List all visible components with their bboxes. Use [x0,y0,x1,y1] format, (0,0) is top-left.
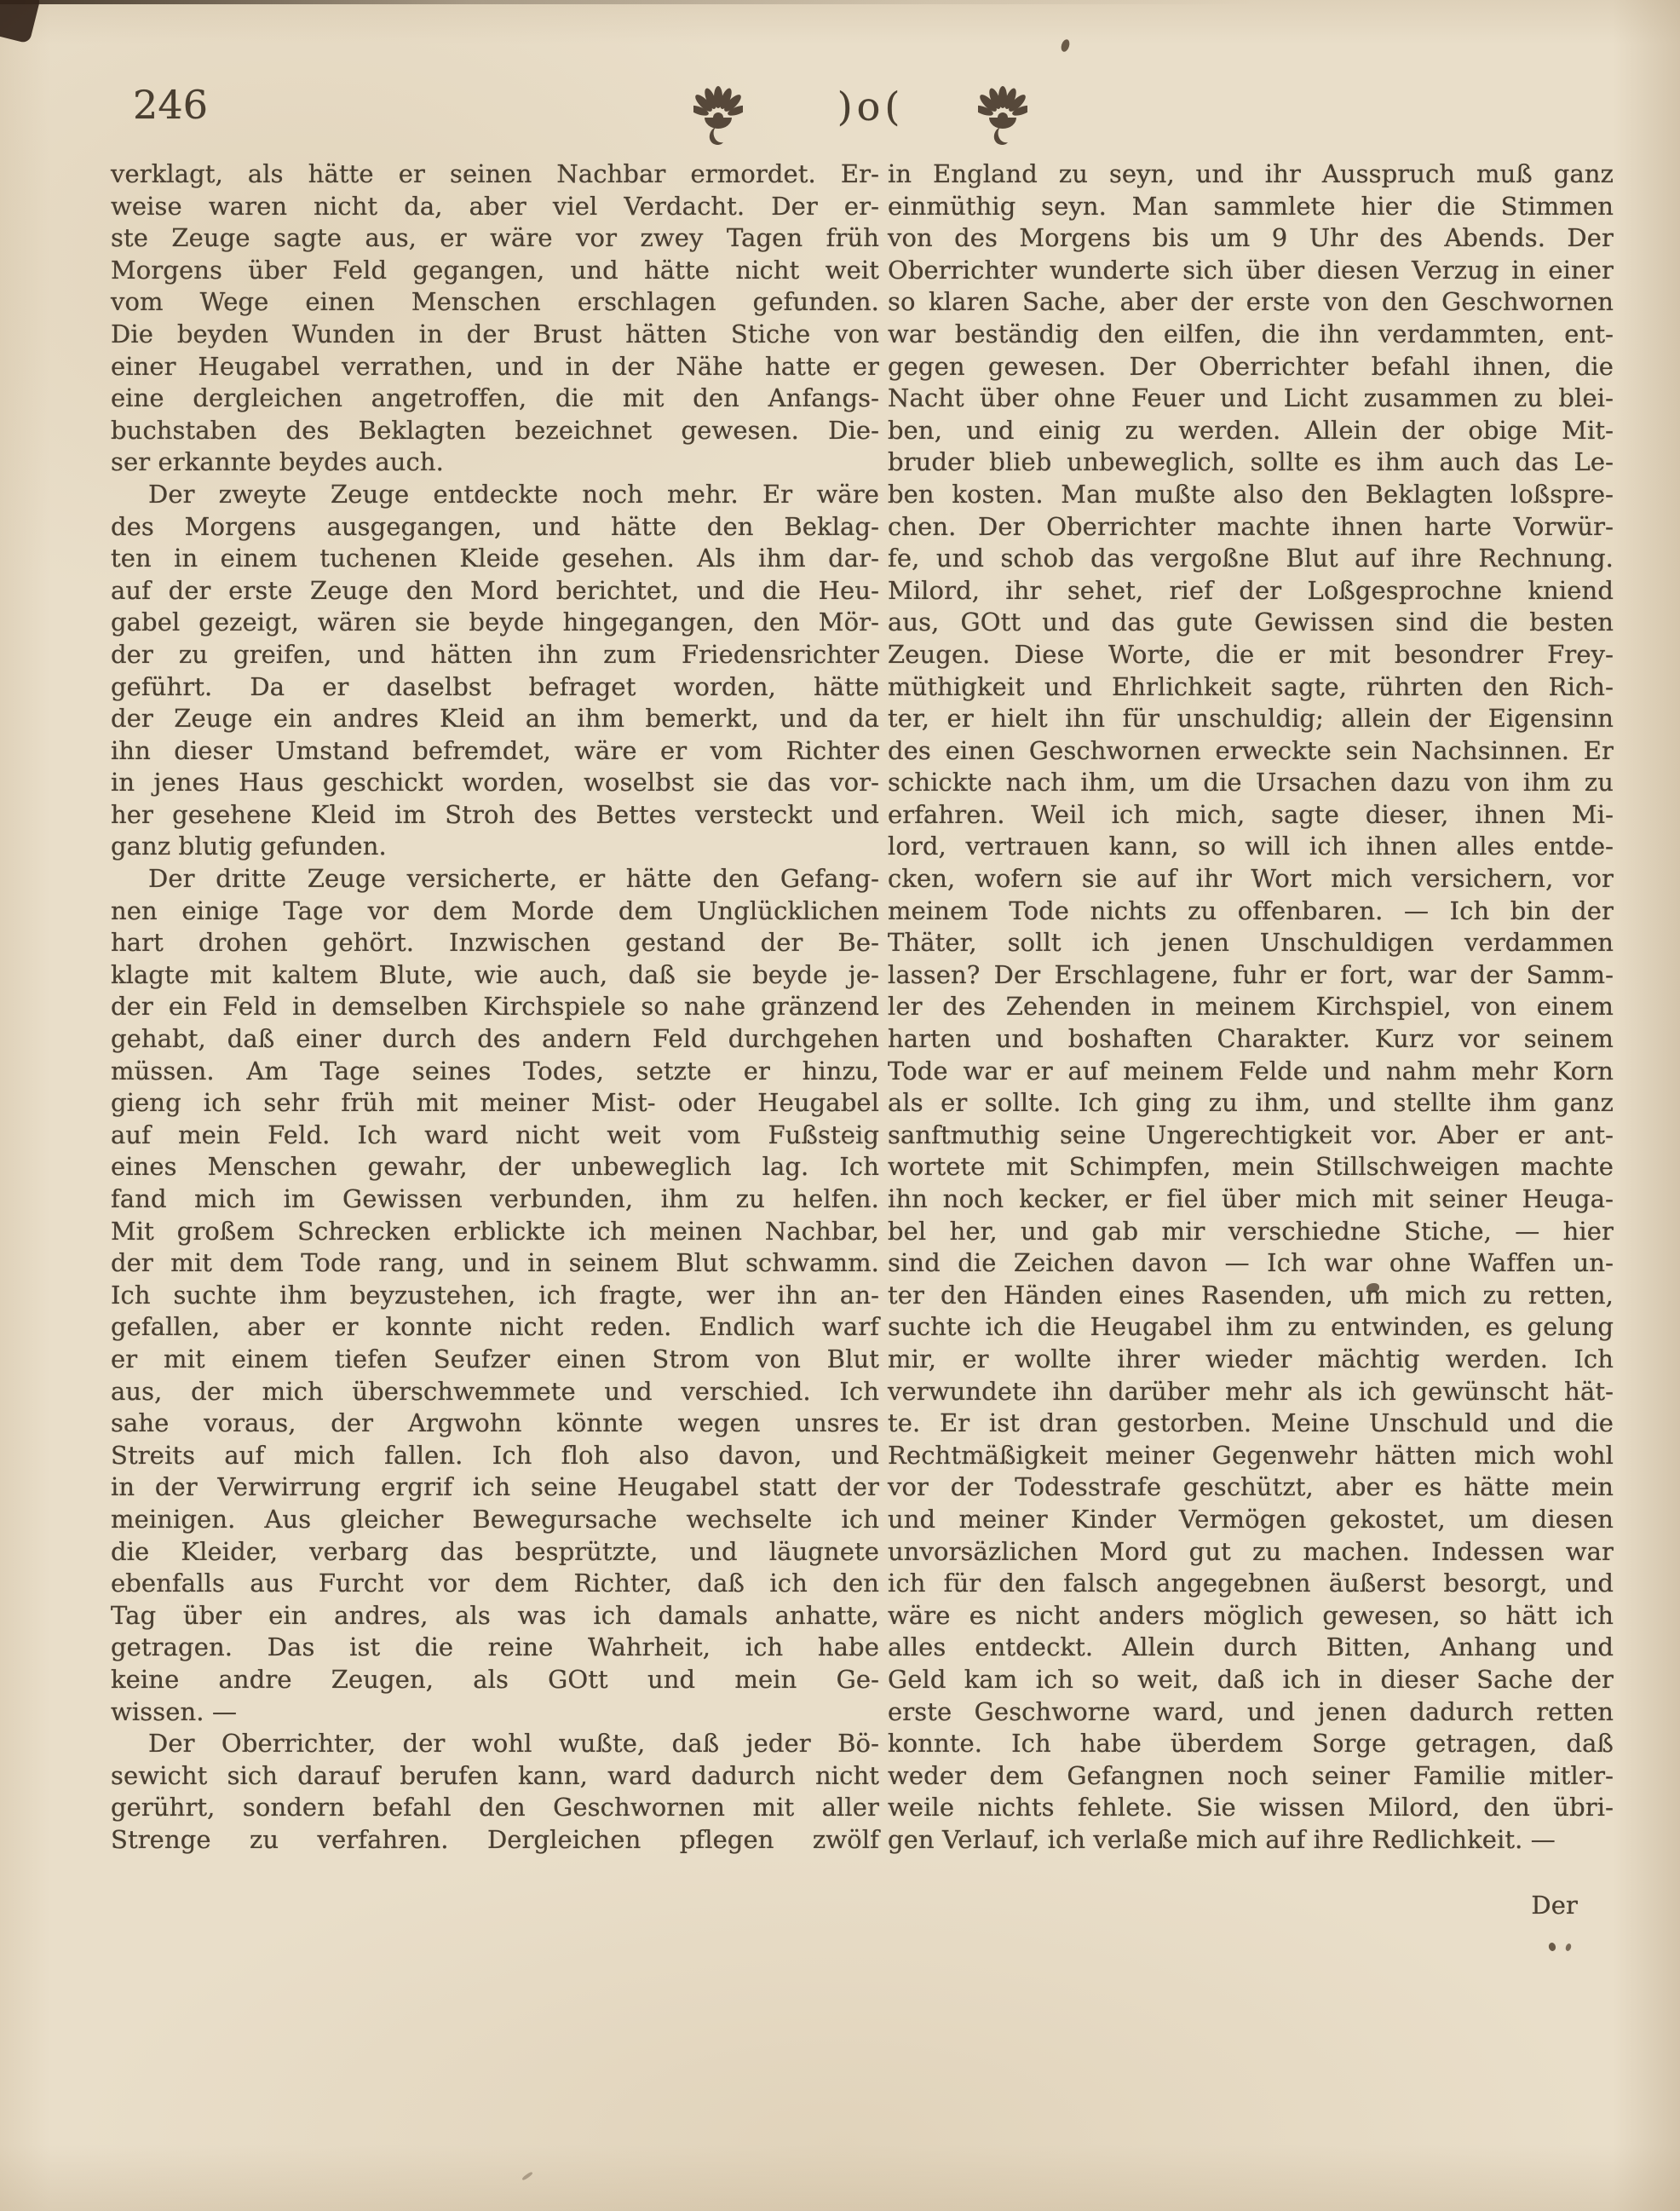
text-line: eine dergleichen angetroffen, die mit den Anfangs- [111,383,879,413]
text-line: Zeugen. Diese Worte, die er mit besondrer Frey- [888,639,1614,669]
text-line: Nacht über ohne Feuer und Licht zusammen zu blei- [888,383,1614,413]
text-line: sewicht sich darauf berufen kann, ward dadurch nicht [111,1760,879,1790]
ink-speck [1060,38,1071,53]
text-line: keine andre Zeugen, als GOtt und mein Ge- [111,1664,879,1694]
text-line: ich für den falsch angegebnen äußerst besorgt, und [888,1569,1614,1598]
text-line: auf der erste Zeuge den Mord berichtet, und die Heu- [111,575,879,605]
text-line: unvorsäzlichen Mord gut zu machen. Indessen war [888,1536,1614,1566]
text-line: ganz blutig gefunden. [111,832,387,861]
text-line: des einen Geschwornen erweckte sein Nachsinnen. Er [888,735,1614,765]
text-line: ter den Händen eines Rasenden, um mich zu retten, [888,1280,1614,1310]
text-line: hart drohen gehört. Inzwischen gestand der Be- [111,928,879,958]
text-line: weise waren nicht da, aber viel Verdacht. Der er- [111,191,879,221]
text-line: klagte mit kaltem Blute, wie auch, daß sie beyde je- [111,959,879,989]
text-line: erste Geschworne ward, und jenen dadurch retten [888,1696,1614,1726]
text-line: in der Verwirrung ergrif ich seine Heugabel statt der [111,1472,879,1502]
scan-corner-shadow [0,0,41,43]
text-line: vor der Todesstrafe geschützt, aber es hätte mein [888,1472,1614,1502]
text-line: so klaren Sache, aber der erste von den Geschwornen [888,287,1614,317]
text-line: gefallen, aber er konnte nicht reden. Endlich warf [111,1312,879,1342]
text-line: gabel gezeigt, wären sie beyde hingegangen, den Mör- [111,607,879,637]
text-line: aus, der mich überschwemmete und verschied. Ich [111,1376,879,1406]
text-line: der ein Feld in demselben Kirchspiele so nahe gränzend [111,992,879,1022]
text-line: konnte. Ich habe überdem Sorge getragen, daß [888,1729,1614,1759]
text-line: verklagt, als hätte er seinen Nachbar ermordet. Er- [111,159,879,188]
text-line: gerührt, sondern befahl den Geschwornen mit aller [111,1793,879,1822]
text-line: ihn noch kecker, er fiel über mich mit seiner Heuga- [888,1184,1614,1213]
text-line: der zu greifen, und hätten ihn zum Friedensrichter [111,639,879,669]
text-line: Rechtmäßigkeit meiner Gegenwehr hätten mich wohl [888,1440,1614,1470]
text-line: Streits auf mich fallen. Ich floh also davon, und [111,1440,879,1470]
text-line: Milord, ihr sehet, rief der Loßgesprochne kniend [888,575,1614,605]
text-line: Ich suchte ihm beyzustehen, ich fragte, wer ihn an- [111,1280,879,1310]
text-line: meinigen. Aus gleicher Bewegursache wechselte ich [111,1504,879,1534]
text-line: Tag über ein andres, als was ich damals anhatte, [111,1600,879,1630]
text-line: Geld kam ich so weit, daß ich in dieser Sache der [888,1664,1614,1694]
text-line: Mit großem Schrecken erblickte ich meinen Nachbar, [111,1216,879,1246]
text-line: lassen? Der Erschlagene, fuhr er fort, war der Samm- [888,959,1614,989]
text-line: bruder blieb unbeweglich, sollte es ihm auch das Le- [888,447,1614,477]
text-column-left [111,158,879,1856]
text-line: sanftmuthig seine Ungerechtigkeit vor. Aber er ant- [888,1120,1614,1149]
text-line: bel her, und gab mir verschiedne Stiche, — hier [888,1216,1614,1246]
text-line: verwundete ihn darüber mehr als ich gewünscht hät- [888,1376,1614,1406]
text-line: chen. Der Oberrichter machte ihnen harte Vorwür- [888,511,1614,541]
text-line: ter, er hielt ihn für unschuldig; allein der Eigensinn [888,704,1614,734]
text-line: er mit einem tiefen Seufzer einen Strom von Blut [111,1344,879,1373]
text-line: Oberrichter wunderte sich über diesen Verzug in einer [888,255,1614,285]
ink-speck [1565,1943,1573,1952]
text-line: müssen. Am Tage seines Todes, setzte er hinzu, [111,1056,879,1085]
text-line: ihn dieser Umstand befremdet, wäre er vom Richter [111,735,879,765]
text-line: Thäter, sollt ich jenen Unschuldigen verdammen [888,928,1614,958]
text-line: schickte nach ihm, um die Ursachen dazu von ihm zu [888,768,1614,797]
text-line: cken, wofern sie auf ihr Wort mich versichern, vor [888,864,1614,894]
text-line: ten in einem tuchenen Kleide gesehen. Als ihm dar- [111,544,879,573]
text-column-right [888,158,1614,1922]
fleuron-icon [693,83,743,145]
text-line: sahe voraus, der Argwohn könnte wegen unsres [111,1408,879,1438]
text-line: gehabt, daß einer durch des andern Feld durchgehen [111,1024,879,1054]
text-line: in England zu seyn, und ihr Ausspruch muß ganz [888,159,1614,188]
text-line: des Morgens ausgegangen, und hätte den Beklag- [111,511,879,541]
text-line: ben, und einig zu werden. Allein der obige Mit- [888,415,1614,445]
text-line: ben kosten. Man mußte also den Beklagten loßspre- [888,479,1614,509]
text-line: geführt. Da er daselbst befraget worden, hätte [111,671,879,701]
text-line: buchstaben des Beklagten bezeichnet gewesen. Die- [111,415,879,445]
text-line: der mit dem Tode rang, und in seinem Blut schwamm. [111,1248,879,1278]
text-line: müthigkeit und Ehrlichkeit sagte, rührten den Rich- [888,671,1614,701]
text-line: Der dritte Zeuge versicherte, er hätte den Gefang- [148,864,879,894]
text-line: harten und boshaften Charakter. Kurz vor seinem [888,1024,1614,1054]
text-line: ser erkannte beydes auch. [111,447,444,477]
text-line: wäre es nicht anders möglich gewesen, so hätt ich [888,1600,1614,1630]
ink-speck [1548,1942,1556,1951]
text-line: der Zeuge ein andres Kleid an ihm bemerkt, und da [111,704,879,734]
text-line: auf mein Feld. Ich ward nicht weit vom Fußsteig [111,1120,879,1149]
text-line: fe, und schob das vergoßne Blut auf ihre Rechnung. [888,544,1614,573]
text-line: gegen gewesen. Der Oberrichter befahl ihnen, die [888,351,1614,381]
text-line: ler des Zehenden in meinem Kirchspiel, von einem [888,992,1614,1022]
text-line: sind die Zeichen davon — Ich war ohne Waffen un- [888,1248,1614,1278]
text-line: Der Oberrichter, der wohl wußte, daß jeder Bö- [148,1729,879,1759]
text-line: Tode war er auf meinem Felde und nahm mehr Korn [888,1056,1614,1085]
paragraph [888,158,1614,1856]
text-line: wortete mit Schimpfen, mein Stillschweigen machte [888,1152,1614,1182]
text-line: als er sollte. Ich ging zu ihm, und stellte ihm ganz [888,1088,1614,1118]
text-line: weile nichts fehlete. Sie wissen Milord, den übri- [888,1793,1614,1822]
fleuron-icon [978,83,1027,145]
text-line: einmüthig seyn. Man sammlete hier die Stimmen [888,191,1614,221]
text-line: suchte ich die Heugabel ihm zu entwinden, es gelung [888,1312,1614,1342]
text-line: erfahren. Weil ich mich, sagte dieser, ihnen Mi- [888,799,1614,829]
text-line: meinem Tode nichts zu offenbaren. — Ich bin der [888,895,1614,925]
paragraph [111,863,879,1728]
catchword: Der [1531,1891,1578,1920]
text-line: Der zweyte Zeuge entdeckte noch mehr. Er wäre [148,479,879,509]
text-line: einer Heugabel verrathen, und in der Nähe hatte er [111,351,879,381]
text-line: vom Wege einen Menschen erschlagen gefunden. [111,287,879,317]
paper-fiber [521,2171,533,2180]
text-line: Morgens über Feld gegangen, und hätte nicht weit [111,255,879,285]
text-line: und meiner Kinder Vermögen gekostet, um diesen [888,1504,1614,1534]
paragraph [111,479,879,863]
text-line: nen einige Tage vor dem Morde dem Unglücklichen [111,895,879,925]
text-line: in jenes Haus geschickt worden, woselbst sie das vor- [111,768,879,797]
text-line: her gesehene Kleid im Stroh des Bettes versteckt und [111,799,879,829]
text-line: weder dem Gefangnen noch seiner Familie mitler- [888,1760,1614,1790]
text-line: te. Er ist dran gestorben. Meine Unschuld und die [888,1408,1614,1438]
paragraph [111,158,879,479]
page-number: 246 [133,82,209,128]
text-line: eines Menschen gewahr, der unbeweglich lag. Ich [111,1152,879,1182]
text-line: alles entdeckt. Allein durch Bitten, Anhang und [888,1632,1614,1662]
text-line: fand mich im Gewissen verbunden, ihm zu helfen. [111,1184,879,1213]
text-line: lord, vertrauen kann, so will ich ihnen alles entde- [888,832,1614,861]
text-line: gieng ich sehr früh mit meiner Mist- oder Heugabel [111,1088,879,1118]
text-line: von des Morgens bis um 9 Uhr des Abends. Der [888,223,1614,253]
text-line: mir, er wollte ihrer wieder mächtig werden. Ich [888,1344,1614,1373]
text-line: die Kleider, verbarg das besprützte, und läugnete [111,1536,879,1566]
text-line: Strenge zu verfahren. Dergleichen pflegen zwölf [111,1824,879,1854]
text-line: wissen. — [111,1696,238,1726]
text-line: war beständig den eilfen, die ihn verdammten, ent- [888,319,1614,348]
text-line: Die beyden Wunden in der Brust hätten Stiche von [111,319,879,348]
text-line: ebenfalls aus Furcht vor dem Richter, daß ich den [111,1569,879,1598]
text-line: aus, GOtt und das gute Gewissen sind die besten [888,607,1614,637]
header-ornament-text: )o( [837,83,905,130]
text-line: gen Verlauf, ich verlaße mich auf ihre Redlichkeit. — [888,1824,1556,1854]
text-line: ste Zeuge sagte aus, er wäre vor zwey Tagen früh [111,223,879,253]
paragraph [111,1728,879,1856]
text-line: getragen. Das ist die reine Wahrheit, ich habe [111,1632,879,1662]
scan-edge-shadow [0,0,1680,4]
